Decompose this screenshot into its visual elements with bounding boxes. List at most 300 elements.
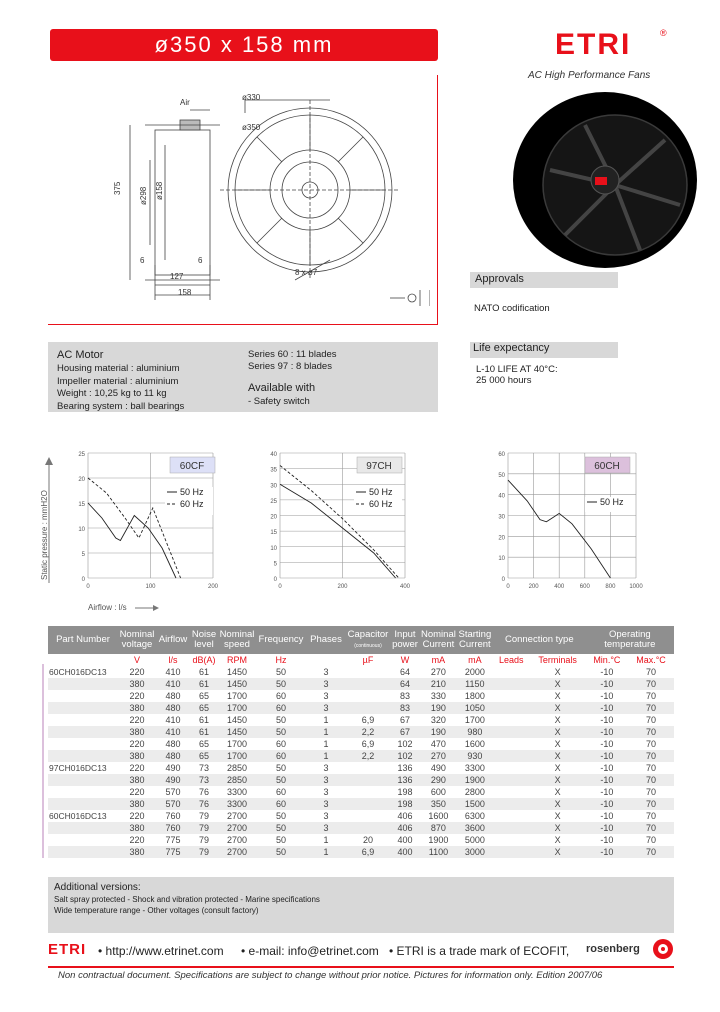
y-tick-label: 35 bbox=[270, 467, 277, 474]
table-cell: X bbox=[530, 702, 586, 714]
table-cell: 70 bbox=[628, 702, 674, 714]
part-number-cell bbox=[48, 774, 118, 786]
table-cell: 380 bbox=[118, 846, 156, 858]
table-cell: 1800 bbox=[464, 691, 485, 701]
th-input-power: Input power bbox=[390, 626, 420, 654]
table-cell: 380 bbox=[118, 726, 156, 738]
table-cell: 2700 bbox=[218, 846, 256, 858]
table-cell: 79 bbox=[198, 811, 209, 821]
table-cell bbox=[346, 774, 390, 786]
side-view-housing bbox=[155, 130, 210, 275]
part-number-cell: 60CH016DC13 bbox=[49, 811, 107, 821]
table-cell: 1900 bbox=[457, 774, 493, 786]
table-cell: 380 bbox=[118, 702, 156, 714]
table-cell bbox=[493, 738, 530, 750]
table-cell: 2,2 bbox=[346, 726, 390, 738]
th-capacitor bbox=[346, 626, 390, 654]
table-cell: -10 bbox=[586, 678, 628, 690]
table-cell: 3300 bbox=[218, 798, 256, 810]
table-cell bbox=[493, 822, 530, 834]
table-cell: 2000 bbox=[464, 667, 485, 677]
table-row bbox=[48, 810, 674, 822]
y-tick-label: 0 bbox=[273, 577, 277, 583]
table-cell: 76 bbox=[198, 787, 209, 797]
unit-cell: mA bbox=[468, 655, 482, 665]
table-cell: X bbox=[554, 835, 561, 845]
table-cell: 50 bbox=[275, 763, 286, 773]
y-tick-label: 15 bbox=[270, 530, 277, 537]
table-cell: 198 bbox=[397, 787, 413, 797]
table-row bbox=[48, 846, 674, 858]
table-cell: 60 bbox=[275, 787, 286, 797]
th-nominal-current: Nominal Current bbox=[420, 626, 457, 654]
table-cell: X bbox=[554, 811, 561, 821]
table-cell: 350 bbox=[420, 798, 457, 810]
part-number-cell bbox=[48, 834, 118, 846]
unit-cell: l/s bbox=[168, 655, 178, 665]
dim-298: ø298 bbox=[139, 186, 148, 205]
table-cell: 3 bbox=[323, 763, 329, 773]
table-cell: 220 bbox=[129, 835, 145, 845]
table-cell: 6,9 bbox=[361, 739, 375, 749]
available-item: - Safety switch bbox=[248, 396, 310, 407]
table-cell: 1700 bbox=[218, 750, 256, 762]
th-noise: Noise level bbox=[190, 626, 218, 654]
motor-heading: AC Motor bbox=[57, 349, 104, 361]
table-cell: 1 bbox=[323, 715, 329, 725]
table-cell: 70 bbox=[646, 787, 657, 797]
table-cell: 76 bbox=[190, 798, 218, 810]
table-cell: 65 bbox=[198, 739, 209, 749]
table-cell: 1900 bbox=[428, 835, 449, 845]
x-axis-arrow bbox=[135, 604, 160, 612]
dim-350: ø350 bbox=[242, 123, 261, 132]
units-row bbox=[48, 654, 674, 666]
table-cell: 60 bbox=[256, 702, 306, 714]
table-cell: 190 bbox=[420, 702, 457, 714]
y-tick-label: 40 bbox=[270, 452, 277, 458]
table-cell: 65 bbox=[190, 702, 218, 714]
y-tick-label: 40 bbox=[498, 493, 505, 500]
th-starting-current: Starting Current bbox=[457, 626, 493, 654]
table-cell: 70 bbox=[646, 811, 657, 821]
y-tick-label: 60 bbox=[498, 452, 505, 458]
table-row bbox=[48, 690, 674, 702]
part-number-cell bbox=[48, 702, 118, 714]
table-cell: 1150 bbox=[457, 678, 493, 690]
table-cell bbox=[346, 798, 390, 810]
dim-158-dia: ø158 bbox=[155, 181, 164, 200]
table-cell: -10 bbox=[600, 739, 614, 749]
table-cell: 1100 bbox=[420, 846, 457, 858]
table-cell: 490 bbox=[165, 763, 181, 773]
footer-divider bbox=[48, 966, 674, 968]
table-cell: 3 bbox=[306, 702, 346, 714]
table-cell: 50 bbox=[256, 774, 306, 786]
table-cell: 73 bbox=[198, 763, 209, 773]
unit-cell: dB(A) bbox=[192, 655, 216, 665]
table-cell: 1450 bbox=[218, 678, 256, 690]
approvals-text: NATO codification bbox=[474, 303, 550, 314]
y-tick-label: 10 bbox=[78, 527, 85, 533]
table-cell: 380 bbox=[118, 822, 156, 834]
table-cell: 67 bbox=[390, 726, 420, 738]
table-cell: 400 bbox=[390, 846, 420, 858]
series-line: Series 60 : 11 blades bbox=[248, 349, 337, 360]
table-cell: 60 bbox=[256, 750, 306, 762]
table-cell bbox=[493, 690, 530, 702]
x-tick-label: 200 bbox=[528, 584, 539, 590]
x-tick-label: 1000 bbox=[629, 584, 643, 590]
table-cell bbox=[493, 810, 530, 822]
table-cell: 270 bbox=[420, 750, 457, 762]
chart-97ch bbox=[262, 445, 422, 595]
chart-label: 97CH bbox=[366, 461, 392, 472]
air-label: Air bbox=[180, 98, 190, 107]
x-tick-label: 0 bbox=[86, 584, 90, 590]
dim-6-right: 6 bbox=[198, 256, 203, 265]
table-cell: 480 bbox=[165, 739, 181, 749]
table-cell: 3300 bbox=[464, 763, 485, 773]
footer-url[interactable]: • http://www.etrinet.com bbox=[98, 944, 224, 958]
table-cell: 760 bbox=[156, 822, 190, 834]
table-cell: 67 bbox=[399, 715, 410, 725]
table-cell: 2850 bbox=[218, 774, 256, 786]
life-line1: L-10 LIFE AT 40°C: bbox=[476, 364, 558, 375]
table-cell: 380 bbox=[118, 750, 156, 762]
page-title: ø350 x 158 mm bbox=[50, 29, 438, 61]
table-cell: 1450 bbox=[218, 726, 256, 738]
dim-6-left: 6 bbox=[140, 256, 145, 265]
table-cell: 61 bbox=[198, 667, 209, 677]
table-cell: 60 bbox=[275, 739, 286, 749]
registered-mark: ® bbox=[660, 28, 667, 38]
table-cell bbox=[493, 702, 530, 714]
table-cell: 1700 bbox=[218, 702, 256, 714]
series-line-50-hz bbox=[88, 503, 176, 578]
table-cell: X bbox=[530, 774, 586, 786]
table-cell: 1600 bbox=[428, 811, 449, 821]
x-tick-label: 200 bbox=[337, 584, 348, 590]
th-capacitor-sub: (continuous) bbox=[354, 642, 382, 649]
table-cell: 330 bbox=[430, 691, 446, 701]
table-cell: 79 bbox=[190, 822, 218, 834]
table-cell: 70 bbox=[646, 835, 657, 845]
unit-cell bbox=[48, 654, 118, 666]
th-speed: Nominal speed bbox=[218, 626, 256, 654]
table-cell: 83 bbox=[390, 702, 420, 714]
part-number-cell: 60CH016DC13 bbox=[49, 667, 107, 677]
table-cell: X bbox=[554, 691, 561, 701]
life-line2: 25 000 hours bbox=[476, 375, 532, 386]
table-cell: -10 bbox=[600, 811, 614, 821]
table-cell: 1 bbox=[306, 846, 346, 858]
table-cell: 70 bbox=[628, 726, 674, 738]
table-cell: 3 bbox=[323, 691, 329, 701]
table-cell: 870 bbox=[420, 822, 457, 834]
table-cell: 70 bbox=[628, 846, 674, 858]
footer-trademark: • ETRI is a trade mark of ECOFIT, bbox=[389, 944, 570, 958]
table-cell: 70 bbox=[628, 822, 674, 834]
th-frequency: Frequency bbox=[256, 626, 306, 654]
unit-cell: V bbox=[133, 655, 140, 665]
table-cell: 70 bbox=[646, 739, 657, 749]
table-cell: 3 bbox=[323, 787, 329, 797]
part-number-cell bbox=[48, 678, 118, 690]
table-row bbox=[48, 738, 674, 750]
table-cell bbox=[346, 786, 390, 798]
table-cell: 64 bbox=[390, 678, 420, 690]
table-cell: 1 bbox=[323, 739, 329, 749]
table-cell: -10 bbox=[586, 822, 628, 834]
y-tick-label: 25 bbox=[270, 498, 277, 505]
chart-xlabel: Airflow : l/s bbox=[88, 603, 127, 612]
table-cell bbox=[493, 726, 530, 738]
footer-email[interactable]: • e-mail: info@etrinet.com bbox=[241, 944, 379, 958]
table-cell: 50 bbox=[256, 846, 306, 858]
table-cell: 6,9 bbox=[361, 715, 375, 725]
table-cell: 760 bbox=[165, 811, 181, 821]
table-cell: 64 bbox=[399, 667, 410, 677]
table-cell bbox=[493, 798, 530, 810]
table-cell: 61 bbox=[198, 715, 209, 725]
table-cell bbox=[493, 678, 530, 690]
table-cell: X bbox=[554, 715, 561, 725]
table-cell: 2700 bbox=[218, 822, 256, 834]
table-cell: 775 bbox=[156, 846, 190, 858]
motor-lines bbox=[57, 363, 184, 413]
table-cell: X bbox=[530, 750, 586, 762]
table-cell: 61 bbox=[190, 726, 218, 738]
table-cell: 50 bbox=[275, 835, 286, 845]
table-cell bbox=[346, 702, 390, 714]
y-tick-label: 20 bbox=[78, 477, 85, 483]
y-tick-label: 30 bbox=[498, 514, 505, 521]
table-row bbox=[48, 798, 674, 810]
table-cell: 3 bbox=[306, 798, 346, 810]
table-cell: 3 bbox=[323, 811, 329, 821]
table-row bbox=[48, 834, 674, 846]
table-cell: 3600 bbox=[457, 822, 493, 834]
table-cell: 1600 bbox=[464, 739, 485, 749]
table-cell: X bbox=[554, 667, 561, 677]
table-cell: 980 bbox=[457, 726, 493, 738]
th-capacitor-label: Capacitor bbox=[347, 628, 389, 640]
table-cell: 3 bbox=[306, 822, 346, 834]
table-cell: 410 bbox=[156, 726, 190, 738]
th-voltage: Nominal voltage bbox=[118, 626, 156, 654]
chart-label: 60CF bbox=[179, 461, 205, 472]
table-cell: 380 bbox=[118, 798, 156, 810]
table-cell bbox=[493, 774, 530, 786]
brand-logo: ETRI bbox=[555, 28, 632, 61]
table-cell: 50 bbox=[256, 678, 306, 690]
table-cell: X bbox=[530, 798, 586, 810]
x-tick-label: 0 bbox=[278, 584, 282, 590]
table-cell: -10 bbox=[586, 702, 628, 714]
additional-versions-box bbox=[48, 877, 674, 933]
unit-cell: mA bbox=[431, 655, 446, 665]
table-cell: 73 bbox=[190, 774, 218, 786]
table-cell: 50 bbox=[275, 667, 286, 677]
table-cell: 70 bbox=[628, 774, 674, 786]
table-cell: 775 bbox=[165, 835, 181, 845]
technical-drawing bbox=[70, 85, 430, 310]
table-cell: 480 bbox=[165, 691, 181, 701]
table-cell: 136 bbox=[397, 763, 413, 773]
table-cell: 400 bbox=[397, 835, 413, 845]
table-row bbox=[48, 726, 674, 738]
table-row bbox=[48, 666, 674, 678]
table-cell: 83 bbox=[399, 691, 410, 701]
table-cell: -10 bbox=[586, 846, 628, 858]
table-cell: 1700 bbox=[464, 715, 485, 725]
table-cell bbox=[493, 846, 530, 858]
table-cell: X bbox=[530, 678, 586, 690]
y-tick-label: 5 bbox=[81, 552, 85, 558]
table-cell: 3 bbox=[323, 667, 329, 677]
fan-photo bbox=[500, 85, 700, 270]
unit-cell: W bbox=[400, 655, 410, 665]
x-tick-label: 800 bbox=[605, 584, 616, 590]
dim-375: 375 bbox=[113, 181, 122, 195]
table-cell: 1 bbox=[306, 726, 346, 738]
table-cell: 70 bbox=[646, 763, 657, 773]
table-row bbox=[48, 774, 674, 786]
y-tick-label: 20 bbox=[498, 535, 505, 542]
unit-cell: Terminals bbox=[538, 655, 577, 665]
y-tick-label: 30 bbox=[270, 483, 277, 490]
y-tick-label: 15 bbox=[78, 502, 85, 508]
part-number-cell bbox=[48, 846, 118, 858]
projection-symbol bbox=[390, 290, 430, 306]
table-row bbox=[48, 822, 674, 834]
table-cell: 480 bbox=[156, 750, 190, 762]
table-cell: -10 bbox=[586, 750, 628, 762]
legend-entry: 60 Hz bbox=[369, 499, 393, 509]
th-part-number: Part Number bbox=[48, 626, 118, 654]
table-cell bbox=[493, 750, 530, 762]
footer-logo: ETRI bbox=[48, 941, 87, 958]
unit-cell: Leads bbox=[498, 655, 524, 665]
table-cell: -10 bbox=[600, 763, 614, 773]
footer-disclaimer: Non contractual document. Specifications are subject to change without prior notice. Pictures for information only. Edition 2007/06 bbox=[58, 970, 603, 981]
table-cell: -10 bbox=[586, 726, 628, 738]
table-cell: 61 bbox=[190, 678, 218, 690]
table-cell: 3 bbox=[306, 774, 346, 786]
table-cell: 410 bbox=[165, 667, 181, 677]
table-cell: 20 bbox=[362, 835, 373, 845]
table-row bbox=[48, 750, 674, 762]
table-row bbox=[48, 702, 674, 714]
y-tick-label: 50 bbox=[498, 472, 505, 479]
y-tick-label: 0 bbox=[501, 577, 505, 583]
table-cell: 380 bbox=[118, 678, 156, 690]
table-cell: 3000 bbox=[457, 846, 493, 858]
chart-60ch bbox=[490, 445, 650, 595]
x-tick-label: 100 bbox=[145, 584, 156, 590]
unit-cell: Max.°C bbox=[636, 655, 666, 665]
table-cell: 1450 bbox=[226, 715, 248, 725]
table-cell: 410 bbox=[165, 715, 181, 725]
dim-127: 127 bbox=[170, 272, 184, 281]
th-connection-type: Connection type bbox=[493, 626, 586, 654]
chart-ylabel: Static pressure : mmH2O bbox=[40, 490, 49, 580]
table-cell: 136 bbox=[390, 774, 420, 786]
table-cell: 50 bbox=[256, 726, 306, 738]
table-cell: 6300 bbox=[464, 811, 485, 821]
x-tick-label: 600 bbox=[579, 584, 590, 590]
y-tick-label: 5 bbox=[273, 561, 277, 568]
table-cell: X bbox=[554, 739, 561, 749]
table-cell: 220 bbox=[129, 763, 145, 773]
table-cell: X bbox=[554, 763, 561, 773]
y-tick-label: 10 bbox=[498, 556, 505, 563]
table-cell: -10 bbox=[586, 798, 628, 810]
table-cell: -10 bbox=[600, 835, 614, 845]
approvals-heading: Approvals bbox=[475, 273, 524, 285]
table-cell: -10 bbox=[600, 667, 614, 677]
table-cell: 2850 bbox=[226, 763, 248, 773]
table-cell bbox=[493, 666, 530, 678]
table-cell bbox=[346, 690, 390, 702]
table-cell: 190 bbox=[420, 726, 457, 738]
table-cell: 490 bbox=[156, 774, 190, 786]
table-cell: 70 bbox=[628, 678, 674, 690]
table-cell: X bbox=[530, 846, 586, 858]
motor-line: Bearing system : ball bearings bbox=[57, 400, 185, 412]
table-row bbox=[48, 762, 674, 774]
table-cell bbox=[346, 762, 390, 774]
legend-entry: 50 Hz bbox=[180, 487, 204, 497]
additional-line1: Salt spray protected - Shock and vibration protected - Marine specifications bbox=[54, 895, 320, 904]
x-tick-label: 200 bbox=[207, 584, 219, 590]
part-number-cell bbox=[48, 750, 118, 762]
table-cell: 1050 bbox=[457, 702, 493, 714]
table-cell: 2800 bbox=[464, 787, 485, 797]
th-airflow: Airflow bbox=[156, 626, 190, 654]
unit-cell: µF bbox=[362, 655, 374, 665]
legend-entry: 50 Hz bbox=[600, 497, 624, 507]
table-cell: -10 bbox=[600, 691, 614, 701]
table-cell: 1500 bbox=[457, 798, 493, 810]
y-tick-label: 25 bbox=[78, 452, 85, 458]
dim-330: ø330 bbox=[242, 93, 261, 102]
table-cell: X bbox=[530, 822, 586, 834]
part-number-cell bbox=[48, 786, 118, 798]
th-phases: Phases bbox=[306, 626, 346, 654]
motor-line: Housing material : aluminium bbox=[57, 363, 180, 374]
table-cell: 102 bbox=[390, 750, 420, 762]
table-cell: 220 bbox=[129, 667, 145, 677]
y-tick-label: 20 bbox=[270, 514, 277, 521]
x-tick-label: 0 bbox=[506, 584, 510, 590]
table-side-accent bbox=[42, 664, 44, 858]
table-cell bbox=[346, 810, 390, 822]
table-cell: 2700 bbox=[226, 835, 248, 845]
x-tick-label: 400 bbox=[554, 584, 565, 590]
chart-label: 60CH bbox=[594, 461, 620, 472]
part-number-cell bbox=[48, 798, 118, 810]
legend-entry: 60 Hz bbox=[180, 499, 204, 509]
table-cell: 2700 bbox=[226, 811, 248, 821]
y-tick-label: 10 bbox=[270, 545, 277, 552]
part-number-cell bbox=[48, 690, 118, 702]
table-cell: X bbox=[530, 726, 586, 738]
table-cell: 50 bbox=[256, 822, 306, 834]
y-tick-label: 0 bbox=[81, 577, 85, 583]
table-cell: 570 bbox=[156, 798, 190, 810]
